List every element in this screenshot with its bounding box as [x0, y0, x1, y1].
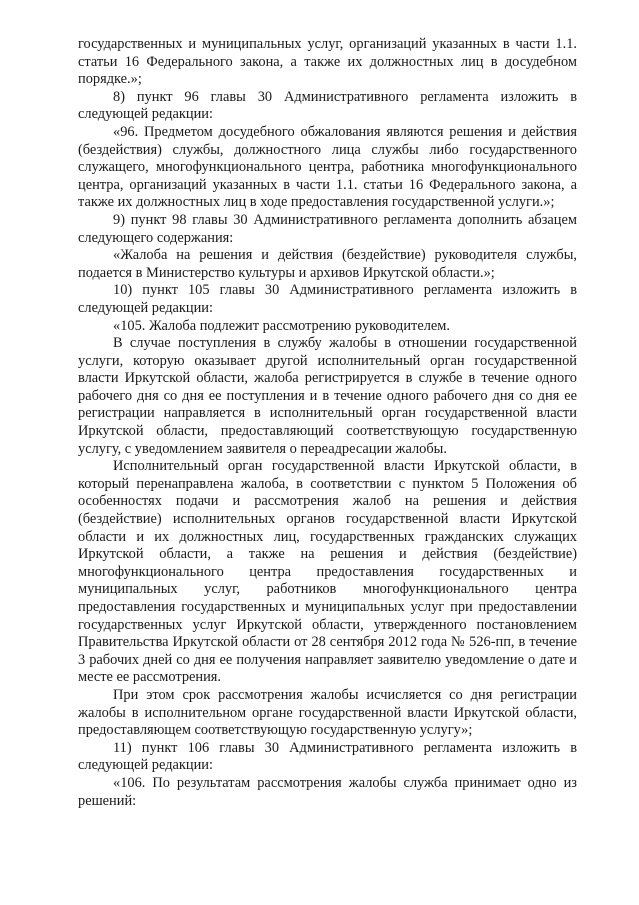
paragraph-1: государственных и муниципальных услуг, организаций указанных в части 1.1. статьи 16 Федерального закона, а также их должностных лиц в досудебном порядке.»; — [78, 36, 577, 88]
paragraph-11: 11) пункт 106 главы 30 Административного регламента изложить в следующей редакции: — [78, 739, 577, 774]
paragraph-10: При этом срок рассмотрения жалобы исчисляется со дня регистрации жалобы в исполнительном органе государственной власти Иркутской области, предоставляющем соответствующую государственную услугу»; — [78, 686, 577, 739]
paragraph-5: «Жалоба на решения и действия (бездействие) руководителя службы, подается в Министерство культуры и архивов Иркутской области.»; — [78, 247, 577, 281]
paragraph-6: 10) пункт 105 главы 30 Административного регламента изложить в следующей редакции: — [78, 282, 577, 316]
paragraph-2: 8) пункт 96 главы 30 Административного регламента изложить в следующей редакции: — [78, 88, 577, 123]
paragraph-9: Исполнительный орган государственной власти Иркутской области, в который перенаправлена жалоба, в соответствии с пунктом 5 Положения об особенностях подачи и рассмотрения жалоб на решения и действия (бездействие) исполнительных органов государственной власти Иркутской области и их должностных лиц, государственных гражданских служащих Иркутской области, а также на решения и действия (бездействие) многофункционального центра предоставления государственных и муниципальных услуг, работников многофункционального центра предоставления государственных и муниципальных услуг при предоставлении государственных услуг Иркутской области, утвержденного постановлением Правительства Иркутской области от 28 сентября 2012 года № 526-пп, в течение 3 рабочих дней со дня ее получения направляет заявителю уведомление о дате и месте ее рассмотрения. — [78, 458, 577, 686]
paragraph-8: В случае поступления в службу жалобы в отношении государственной услуги, которую оказывает другой исполнительный орган государственной власти Иркутской области, жалоба регистрируется в службе в течение одного рабочего дня со дня ее поступления и в течение одного рабочего дня со дня ее регистрации направляется в исполнительный орган государственной власти Иркутской области, предоставляющий соответствующую государственную услугу, с уведомлением заявителя о переадресации жалобы. — [78, 335, 577, 457]
document-page — [78, 36, 577, 810]
paragraph-4: 9) пункт 98 главы 30 Административного регламента дополнить абзацем следующего содержания: — [78, 211, 577, 246]
paragraph-3: «96. Предметом досудебного обжалования являются решения и действия (бездействия) службы, должностного лица службы либо государственного служащего, многофункционального центра, работника многофункционального центра, организаций указанных в части 1.1. статьи 16 Федерального закона, а также их должностных лиц в ходе предоставления государственной услуги.»; — [78, 123, 577, 211]
paragraph-7: «105. Жалоба подлежит рассмотрению руководителем. — [113, 317, 450, 334]
paragraph-12: «106. По результатам рассмотрения жалобы служба принимает одно из решений: — [78, 774, 577, 809]
